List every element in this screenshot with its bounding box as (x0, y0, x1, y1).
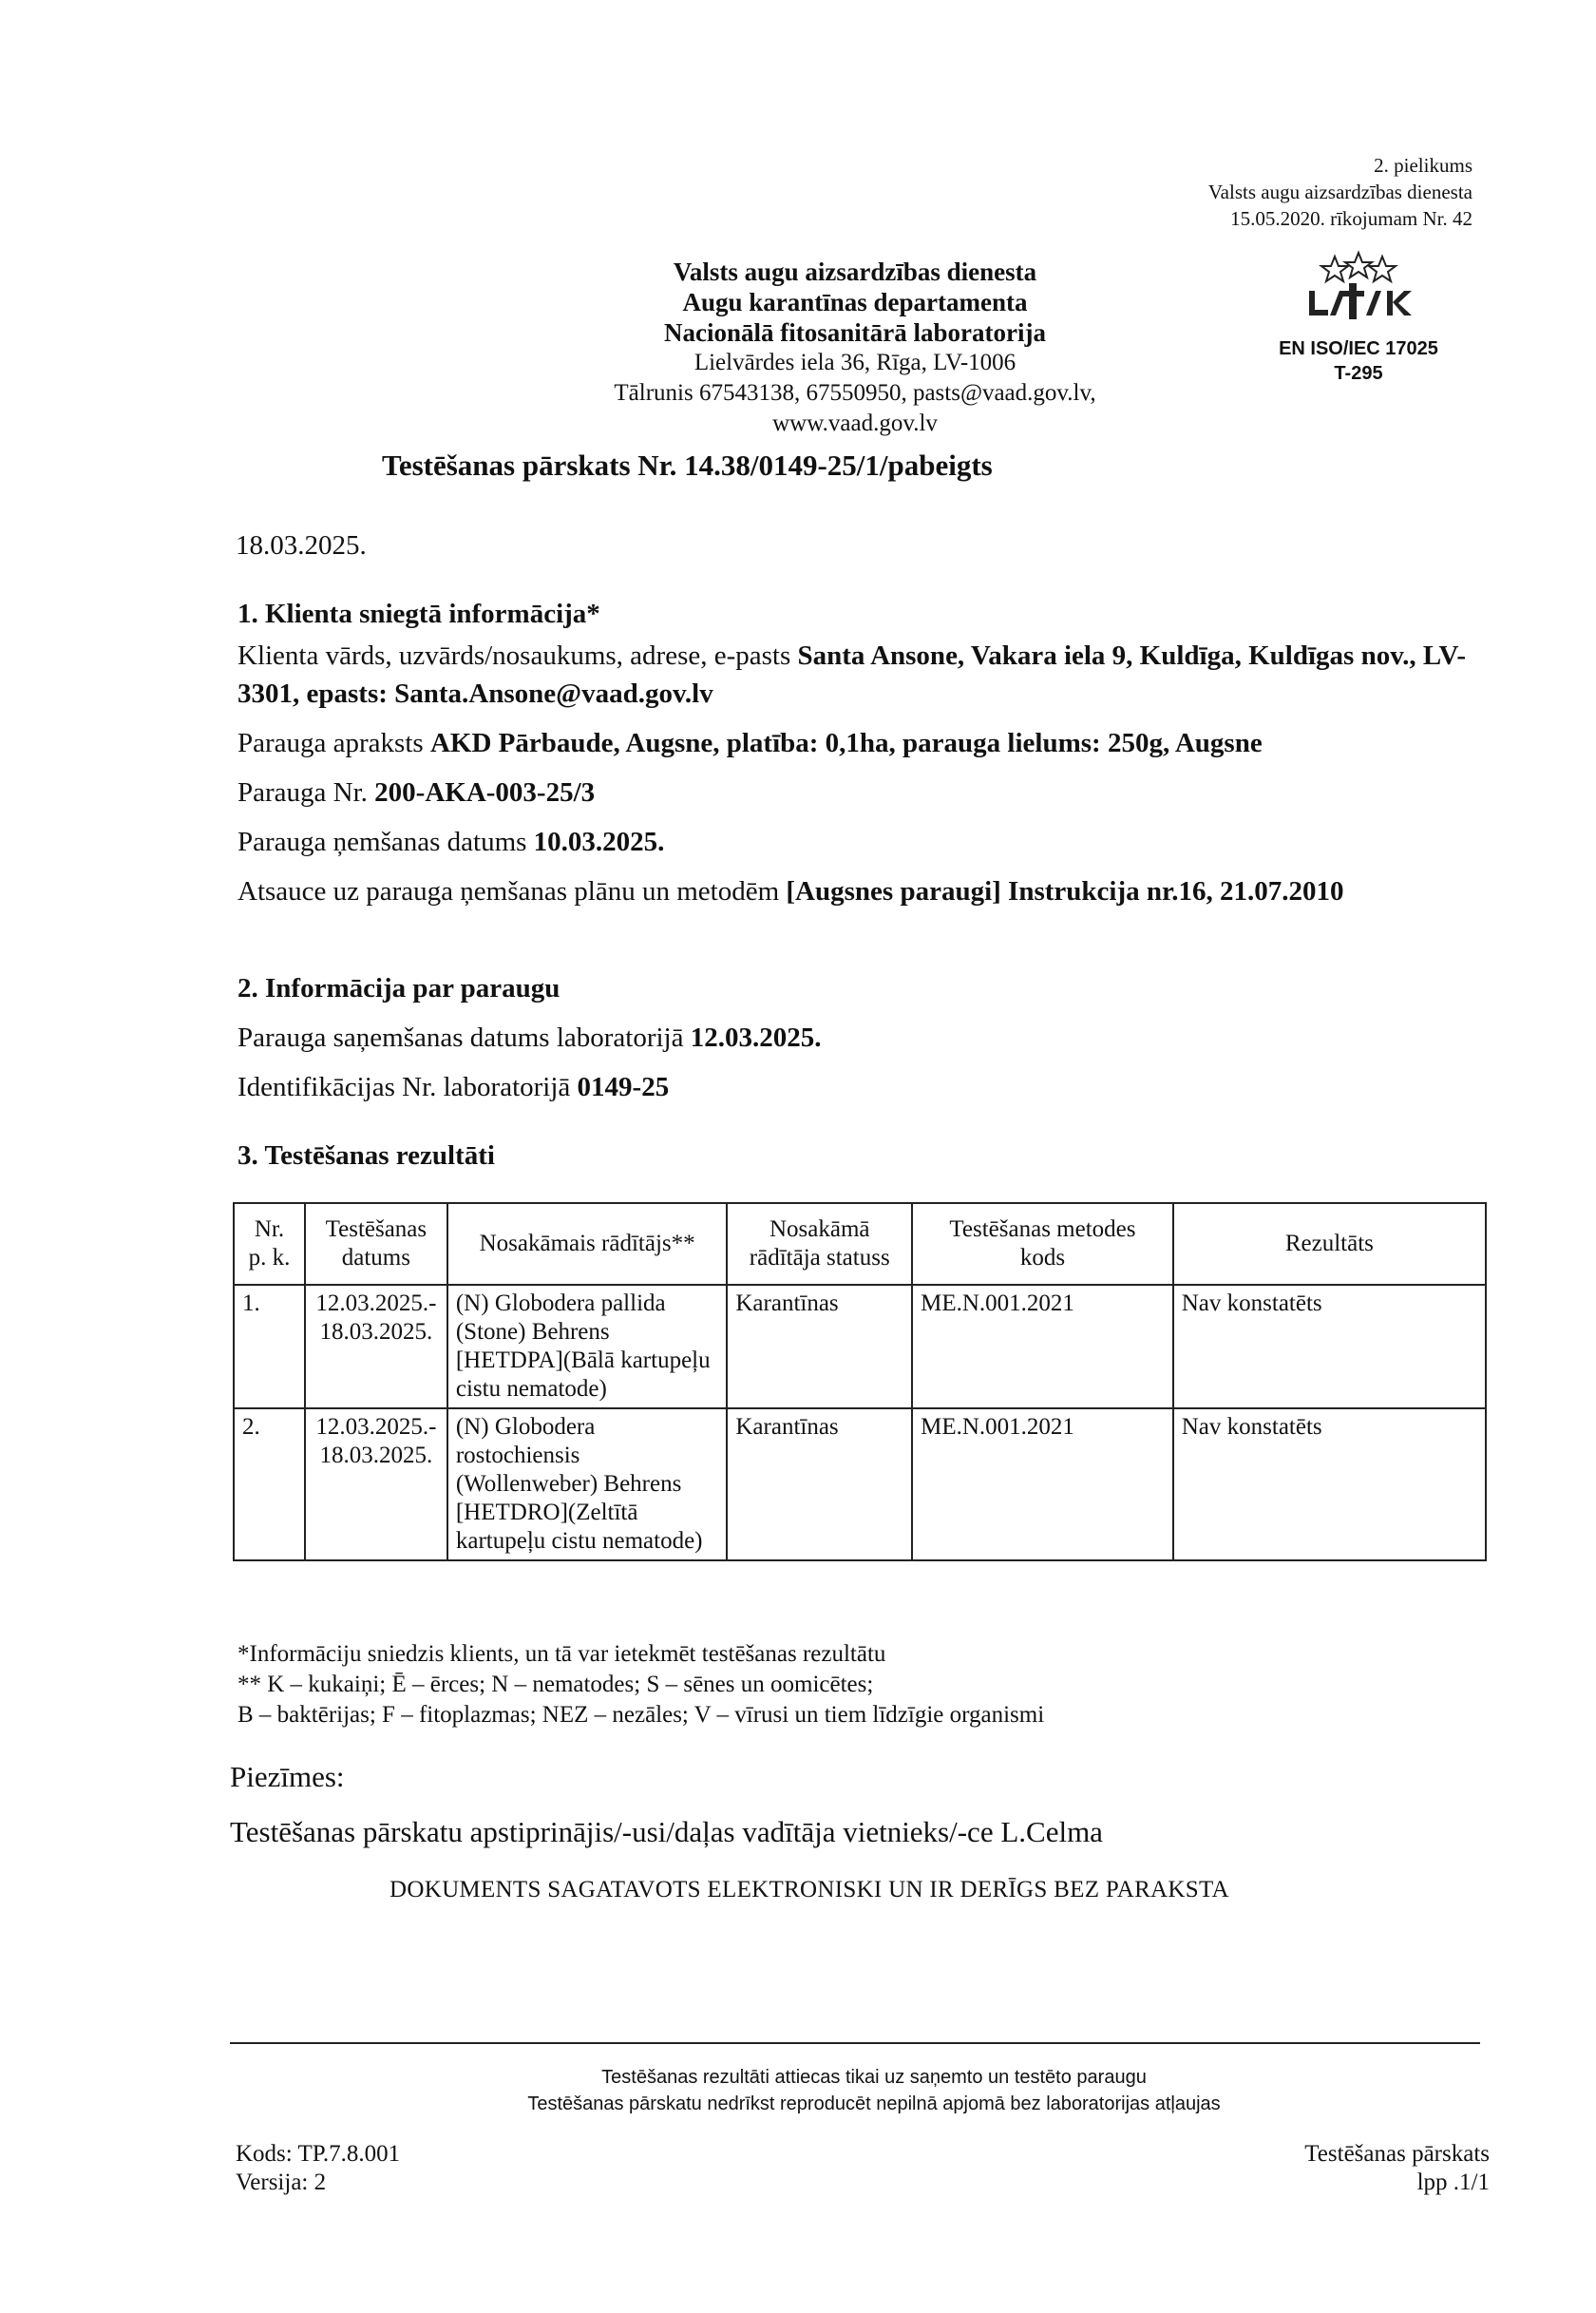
org-address: Lielvārdes iela 36, Rīga, LV-1006 (694, 350, 1016, 375)
section-sample-info (238, 969, 1492, 1106)
row-test-date: 12.03.2025.- 18.03.2025. (305, 1285, 447, 1408)
electronic-document-notice: DOKUMENTS SAGATAVOTS ELEKTRONISKI UN IR DERĪGS BEZ PARAKSTA (390, 1877, 1229, 1902)
client-details (238, 637, 1492, 713)
section-client-info (238, 595, 1492, 910)
table-row (234, 1408, 1486, 1560)
lab-id-value: 0149-25 (577, 1072, 670, 1102)
note-client-info: *Informāciju sniedzis klients, un tā var ietekmēt testēšanas rezultātu (238, 1641, 886, 1667)
latak-logo-icon (1292, 249, 1425, 325)
row-result: Nav konstatēts (1173, 1285, 1486, 1408)
lab-id (238, 1068, 1492, 1106)
sampling-plan-value: [Augsnes paraugi] Instrukcija nr.16, 21.07.2010 (786, 876, 1344, 907)
row-result: Nav konstatēts (1173, 1408, 1486, 1560)
org-laboratory-name: Nacionālā fitosanitārā laboratorija (664, 318, 1046, 347)
document-code: Kods: TP.7.8.001 (236, 2141, 401, 2167)
note-legend-1: ** K – kukaiņi; Ē – ērces; N – nematodes; S – sēnes un oomicētes; (238, 1672, 874, 1697)
org-phone-email: Tālrunis 67543138, 67550950, pasts@vaad.gov.lv, (614, 380, 1096, 406)
row-status: Karantīnas (727, 1408, 912, 1560)
client-value: Santa Ansone, Vakara iela 9, Kuldīga, Kuldīgas nov., LV-3301, epasts: Santa.Ansone@vaad.gov.lv (238, 640, 1466, 709)
received-date (238, 1019, 1492, 1057)
sample-number (238, 774, 1492, 812)
org-website: www.vaad.gov.lv (772, 411, 938, 436)
header-parameter: Nosakāmais rādītājs** (447, 1203, 728, 1285)
results-table (233, 1202, 1487, 1561)
annex-issuer: Valsts augu aizsardzības dienesta (1207, 181, 1472, 203)
accreditation-standard: EN ISO/IEC 17025 (1279, 338, 1438, 359)
sample-description-label: Parauga apraksts (238, 728, 424, 758)
footer-note-2: Testēšanas pārskatu nedrīkst reproducēt nepilnā apjomā bez laboratorijas atļaujas (527, 2093, 1221, 2114)
header-test-date: Testēšanas datums (305, 1203, 447, 1285)
sampling-plan (238, 872, 1492, 910)
annex-number: 2. pielikums (1374, 154, 1472, 177)
table-notes (238, 1639, 1044, 1730)
footer-notes (399, 2064, 1349, 2117)
row-status: Karantīnas (727, 1285, 912, 1408)
org-service-name: Valsts augu aizsardzības dienesta (673, 258, 1037, 286)
header-nr: Nr. p. k. (234, 1203, 305, 1285)
client-label: Klienta vārds, uzvārds/nosaukums, adrese, e-pasts (238, 640, 791, 671)
approval-statement: Testēšanas pārskatu apstiprinājis/-usi/daļas vadītāja vietnieks/-ce L.Celma (230, 1815, 1103, 1848)
section-3-heading: 3. Testēšanas rezultāti (238, 1140, 495, 1171)
header-status: Nosakāmā rādītāja statuss (727, 1203, 912, 1285)
note-legend-2: B – baktērijas; F – fitoplazmas; NEZ – nezāles; V – vīrusi un tiem līdzīgie organismi (238, 1702, 1045, 1728)
sample-number-label: Parauga Nr. (238, 777, 368, 808)
row-parameter: (N) Globodera rostochiensis (Wollenweber) Behrens [HETDRO](Zeltītā kartupeļu cistu nematode) (447, 1408, 728, 1560)
page-number: lpp .1/1 (1416, 2170, 1490, 2195)
sampling-plan-label: Atsauce uz parauga ņemšanas plānu un metodēm (238, 876, 780, 907)
sample-description (238, 724, 1492, 762)
remarks-label: Piezīmes: (230, 1760, 345, 1793)
page-info-block (1110, 2140, 1490, 2197)
section-2-heading: 2. Informācija par paraugu (238, 973, 560, 1004)
report-date: 18.03.2025. (236, 530, 367, 561)
lab-id-label: Identifikācijas Nr. laboratorijā (238, 1072, 571, 1102)
table-header-row (234, 1203, 1486, 1285)
row-method: ME.N.001.2021 (912, 1408, 1173, 1560)
sample-number-value: 200-AKA-003-25/3 (374, 777, 596, 808)
row-method: ME.N.001.2021 (912, 1285, 1173, 1408)
sampling-date-label: Parauga ņemšanas datums (238, 827, 527, 857)
received-date-label: Parauga saņemšanas datums laboratorijā (238, 1023, 684, 1053)
organization-header (551, 257, 1159, 439)
sampling-date (238, 823, 1492, 861)
footer-divider (230, 2042, 1480, 2044)
table-row (234, 1285, 1486, 1408)
row-nr: 2. (234, 1408, 305, 1560)
received-date-value: 12.03.2025. (690, 1023, 822, 1053)
row-nr: 1. (234, 1285, 305, 1408)
footer-note-1: Testēšanas rezultāti attiecas tikai uz saņemto un testēto paraugu (601, 2067, 1147, 2088)
report-title: Testēšanas pārskats Nr. 14.38/0149-25/1/pabeigts (382, 449, 993, 482)
annex-order: 15.05.2020. rīkojumam Nr. 42 (1230, 207, 1472, 230)
accreditation-number: T-295 (1334, 363, 1383, 384)
document-name: Testēšanas pārskats (1304, 2141, 1490, 2167)
row-test-date: 12.03.2025.- 18.03.2025. (305, 1408, 447, 1560)
document-code-block (236, 2140, 400, 2197)
row-parameter: (N) Globodera pallida (Stone) Behrens [HETDPA](Bālā kartupeļu cistu nematode) (447, 1285, 728, 1408)
section-1-heading: 1. Klienta sniegtā informācija* (238, 599, 600, 629)
org-department-name: Augu karantīnas departamenta (682, 288, 1028, 316)
section-results (238, 1137, 1492, 1175)
header-result: Rezultāts (1173, 1203, 1486, 1285)
document-version: Versija: 2 (236, 2170, 327, 2195)
accreditation-block (1264, 249, 1454, 386)
sample-description-value: AKD Pārbaude, Augsne, platība: 0,1ha, parauga lielums: 250g, Augsne (429, 728, 1263, 758)
header-method: Testēšanas metodes kods (912, 1203, 1173, 1285)
sampling-date-value: 10.03.2025. (533, 827, 665, 857)
annex-reference (1074, 152, 1472, 232)
